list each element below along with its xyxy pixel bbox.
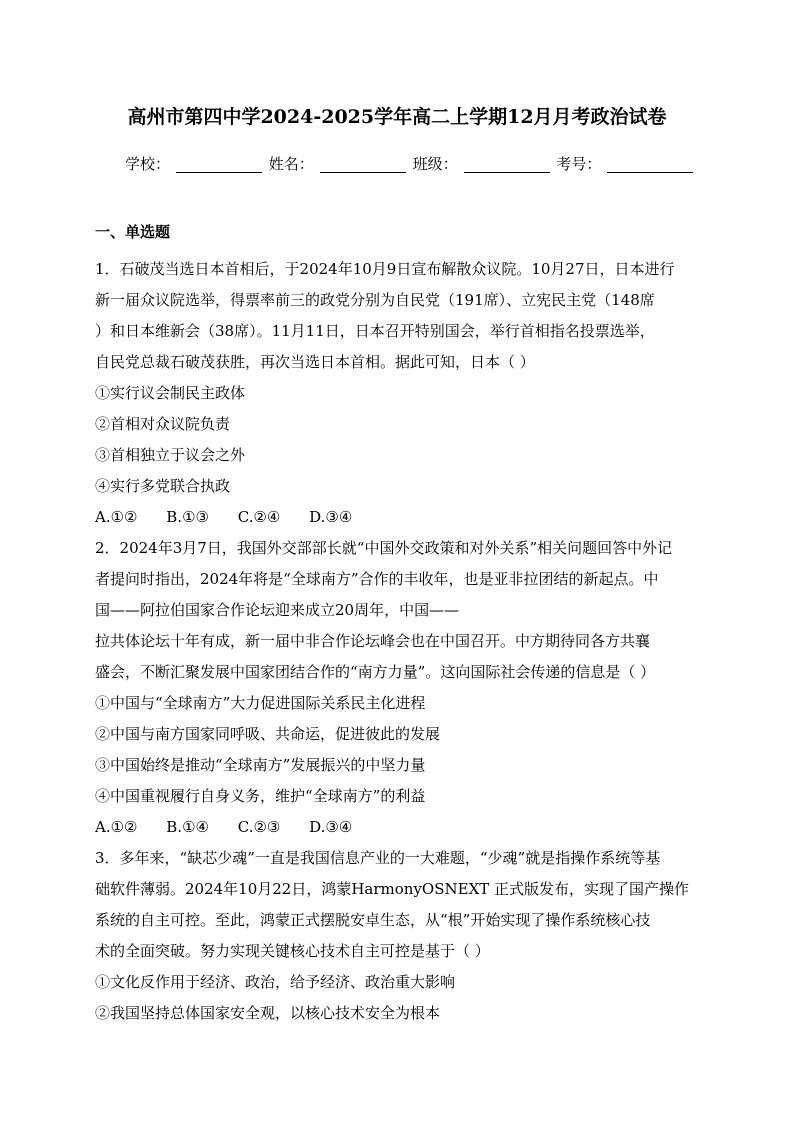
number-label: 考号： bbox=[556, 155, 602, 173]
question-1 bbox=[95, 257, 701, 536]
answer-options bbox=[95, 815, 701, 846]
school-blank[interactable] bbox=[176, 156, 262, 173]
number-blank[interactable] bbox=[607, 156, 693, 173]
option-c[interactable]: C.②③ bbox=[237, 818, 281, 836]
question-3 bbox=[95, 846, 701, 1032]
question-stem-line: 础软件薄弱。2024年10月22日，鸿蒙HarmonyOSNEXT 正式版发布，实现了国产操作 bbox=[95, 880, 690, 898]
class-label: 班级： bbox=[412, 155, 458, 173]
class-blank[interactable] bbox=[464, 156, 550, 173]
statement-item: ①文化反作用于经济、政治，给予经济、政治重大影响 bbox=[95, 973, 456, 991]
question-stem-line: 系统的自主可控。至此，鸿蒙正式摆脱安卓生态，从“根”开始实现了操作系统核心技 bbox=[95, 911, 651, 929]
option-d[interactable]: D.③④ bbox=[309, 508, 353, 526]
option-c[interactable]: C.②④ bbox=[237, 508, 281, 526]
name-label: 姓名： bbox=[268, 155, 314, 173]
student-info-row bbox=[125, 153, 685, 174]
question-stem-line: 国——阿拉伯国家合作论坛迎来成立20周年，中国—— bbox=[95, 601, 460, 619]
question-2 bbox=[95, 536, 701, 846]
questions bbox=[95, 257, 701, 1032]
statement-item: ③首相独立于议会之外 bbox=[95, 446, 246, 464]
statement-item: ④实行多党联合执政 bbox=[95, 477, 231, 495]
school-label: 学校： bbox=[125, 155, 171, 173]
section-title: 一、单选题 bbox=[95, 223, 171, 241]
question-stem-line: 1．石破茂当选日本首相后，于2024年10月9日宣布解散众议院。10月27日，日本进行 bbox=[95, 260, 675, 278]
exam-title: 高州市第四中学2024-2025学年高二上学期12月月考政治试卷 bbox=[127, 106, 667, 128]
option-a[interactable]: A.①② bbox=[95, 508, 138, 526]
statement-item: ①实行议会制民主政体 bbox=[95, 384, 246, 402]
statement-item: ②首相对众议院负责 bbox=[95, 415, 231, 433]
statement-item: ②我国坚持总体国家安全观，以核心技术安全为根本 bbox=[95, 1004, 441, 1022]
question-stem-line: 3．多年来，“缺芯少魂”一直是我国信息产业的一大难题，“少魂”就是指操作系统等基 bbox=[95, 849, 661, 867]
question-stem-line: 者提问时指出，2024年将是“全球南方”合作的丰收年，也是亚非拉团结的新起点。中 bbox=[95, 570, 659, 588]
name-blank[interactable] bbox=[320, 156, 406, 173]
option-b[interactable]: B.①④ bbox=[166, 818, 209, 836]
statement-item: ④中国重视履行自身义务，维护“全球南方”的利益 bbox=[95, 787, 426, 805]
question-stem-line: 盛会，不断汇聚发展中国家团结合作的“南方力量”。这向国际社会传递的信息是（ ） bbox=[95, 663, 656, 681]
question-stem-line: 2．2024年3月7日，我国外交部部长就“中国外交政策和对外关系”相关问题回答中外记 bbox=[95, 539, 673, 557]
question-stem-line: ）和日本维新会（38席）。11月11日，日本召开特别国会，举行首相指名投票选举， bbox=[95, 322, 655, 340]
option-b[interactable]: B.①③ bbox=[166, 508, 209, 526]
question-stem-line: 拉共体论坛十年有成，新一届中非合作论坛峰会也在中国召开。中方期待同各方共襄 bbox=[95, 632, 651, 650]
statement-item: ①中国与“全球南方”大力促进国际关系民主化进程 bbox=[95, 694, 426, 712]
statement-item: ③中国始终是推动“全球南方”发展振兴的中坚力量 bbox=[95, 756, 426, 774]
statement-item: ②中国与南方国家同呼吸、共命运，促进彼此的发展 bbox=[95, 725, 441, 743]
option-a[interactable]: A.①② bbox=[95, 818, 138, 836]
question-stem-line: 新一届众议院选举，得票率前三的政党分别为自民党（191席）、立宪民主党（148席 bbox=[95, 291, 655, 309]
question-stem-line: 自民党总裁石破茂获胜，再次当选日本首相。据此可知，日本（ ） bbox=[95, 353, 535, 371]
question-stem-line: 术的全面突破。努力实现关键核心技术自主可控是基于（ ） bbox=[95, 942, 490, 960]
answer-options bbox=[95, 505, 701, 536]
option-d[interactable]: D.③④ bbox=[309, 818, 353, 836]
